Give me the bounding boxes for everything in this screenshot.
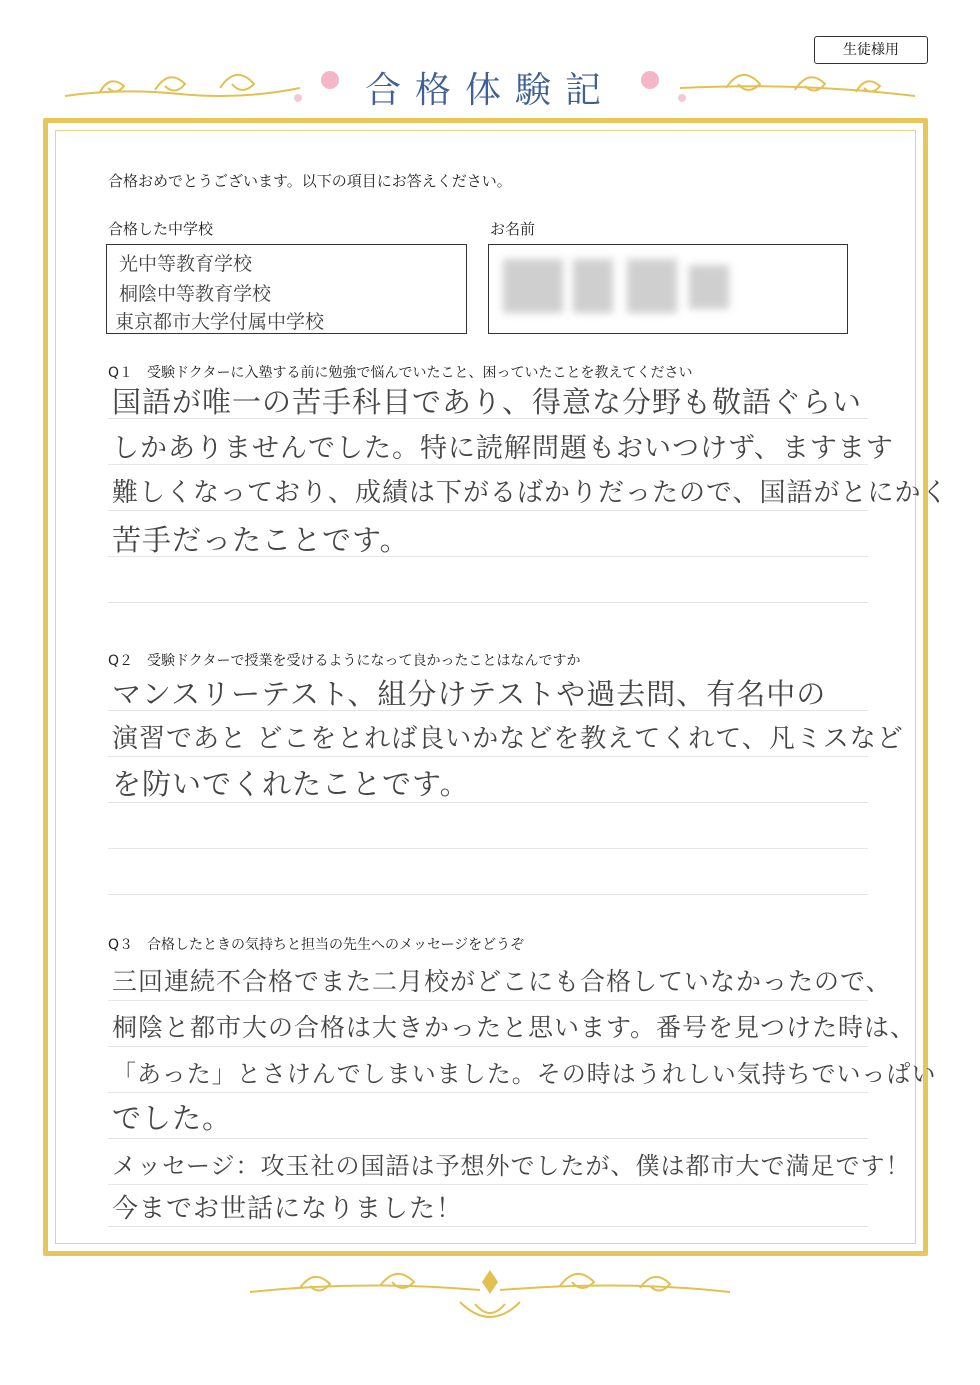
answer-1-line: 苦手だったことです。	[112, 523, 410, 557]
school-entry: 桐陰中等教育学校	[119, 283, 272, 305]
answer-1-line: 難しくなっており、成績は下がるばかりだったので、国語がとにかく	[112, 478, 949, 508]
answer-2-line: を防いでくれたことです。	[112, 767, 470, 801]
page-title: 合格体験記	[364, 70, 615, 111]
answer-3-line: 「あった」とさけんでしまいました。その時はうれしい気持ちでいっぱい	[112, 1060, 937, 1088]
answer-3-line: 今までお世話になりました！	[112, 1194, 464, 1224]
school-box	[106, 244, 467, 334]
answer-3-line: 三回連続不合格でまた二月校がどこにも合格していなかったので、	[112, 967, 892, 996]
redacted-name	[689, 265, 729, 309]
answer-3-line: 桐陰と都市大の合格は大きかったと思います。番号を見つけた時は、	[112, 1013, 917, 1042]
name-label: お名前	[490, 220, 536, 238]
question-1: Q１ 受験ドクターに入塾する前に勉強で悩んでいたこと、困っていたことを教えてください	[108, 365, 693, 381]
redacted-name	[573, 259, 613, 313]
student-use-badge: 生徒様用	[814, 36, 928, 64]
redacted-name	[627, 259, 677, 313]
answer-3-line: メッセージ：攻玉社の国語は予想外でしたが、僕は都市大で満足です！	[112, 1152, 911, 1180]
question-3: Q３ 合格したときの気持ちと担当の先生へのメッセージをどうぞ	[108, 937, 525, 953]
intro-text: 合格おめでとうございます。以下の項目にお答えください。	[108, 172, 512, 190]
school-entry: 光中等教育学校	[119, 253, 253, 275]
school-label: 合格した中学校	[108, 220, 214, 238]
name-box	[488, 244, 848, 334]
answer-1-line: しかありませんでした。特に読解問題もおいつけず、ますます	[112, 433, 894, 464]
school-entry: 東京都市大学付属中学校	[115, 311, 325, 333]
answer-1-line: 国語が唯一の苦手科目であり、得意な分野も敬語ぐらい	[112, 385, 863, 419]
redacted-name	[503, 259, 563, 313]
answer-2-line: マンスリーテスト、組分けテストや過去問、有名中の	[112, 677, 827, 711]
bottom-flourish-ornament	[240, 1262, 740, 1332]
answer-3-line: でした。	[112, 1101, 233, 1135]
question-2: Q２ 受験ドクターで授業を受けるようになって良かったことはなんですか	[108, 653, 581, 669]
answer-2-line: 演習であと どこをとれば良いかなどを教えてくれて、凡ミスなど	[112, 724, 904, 754]
